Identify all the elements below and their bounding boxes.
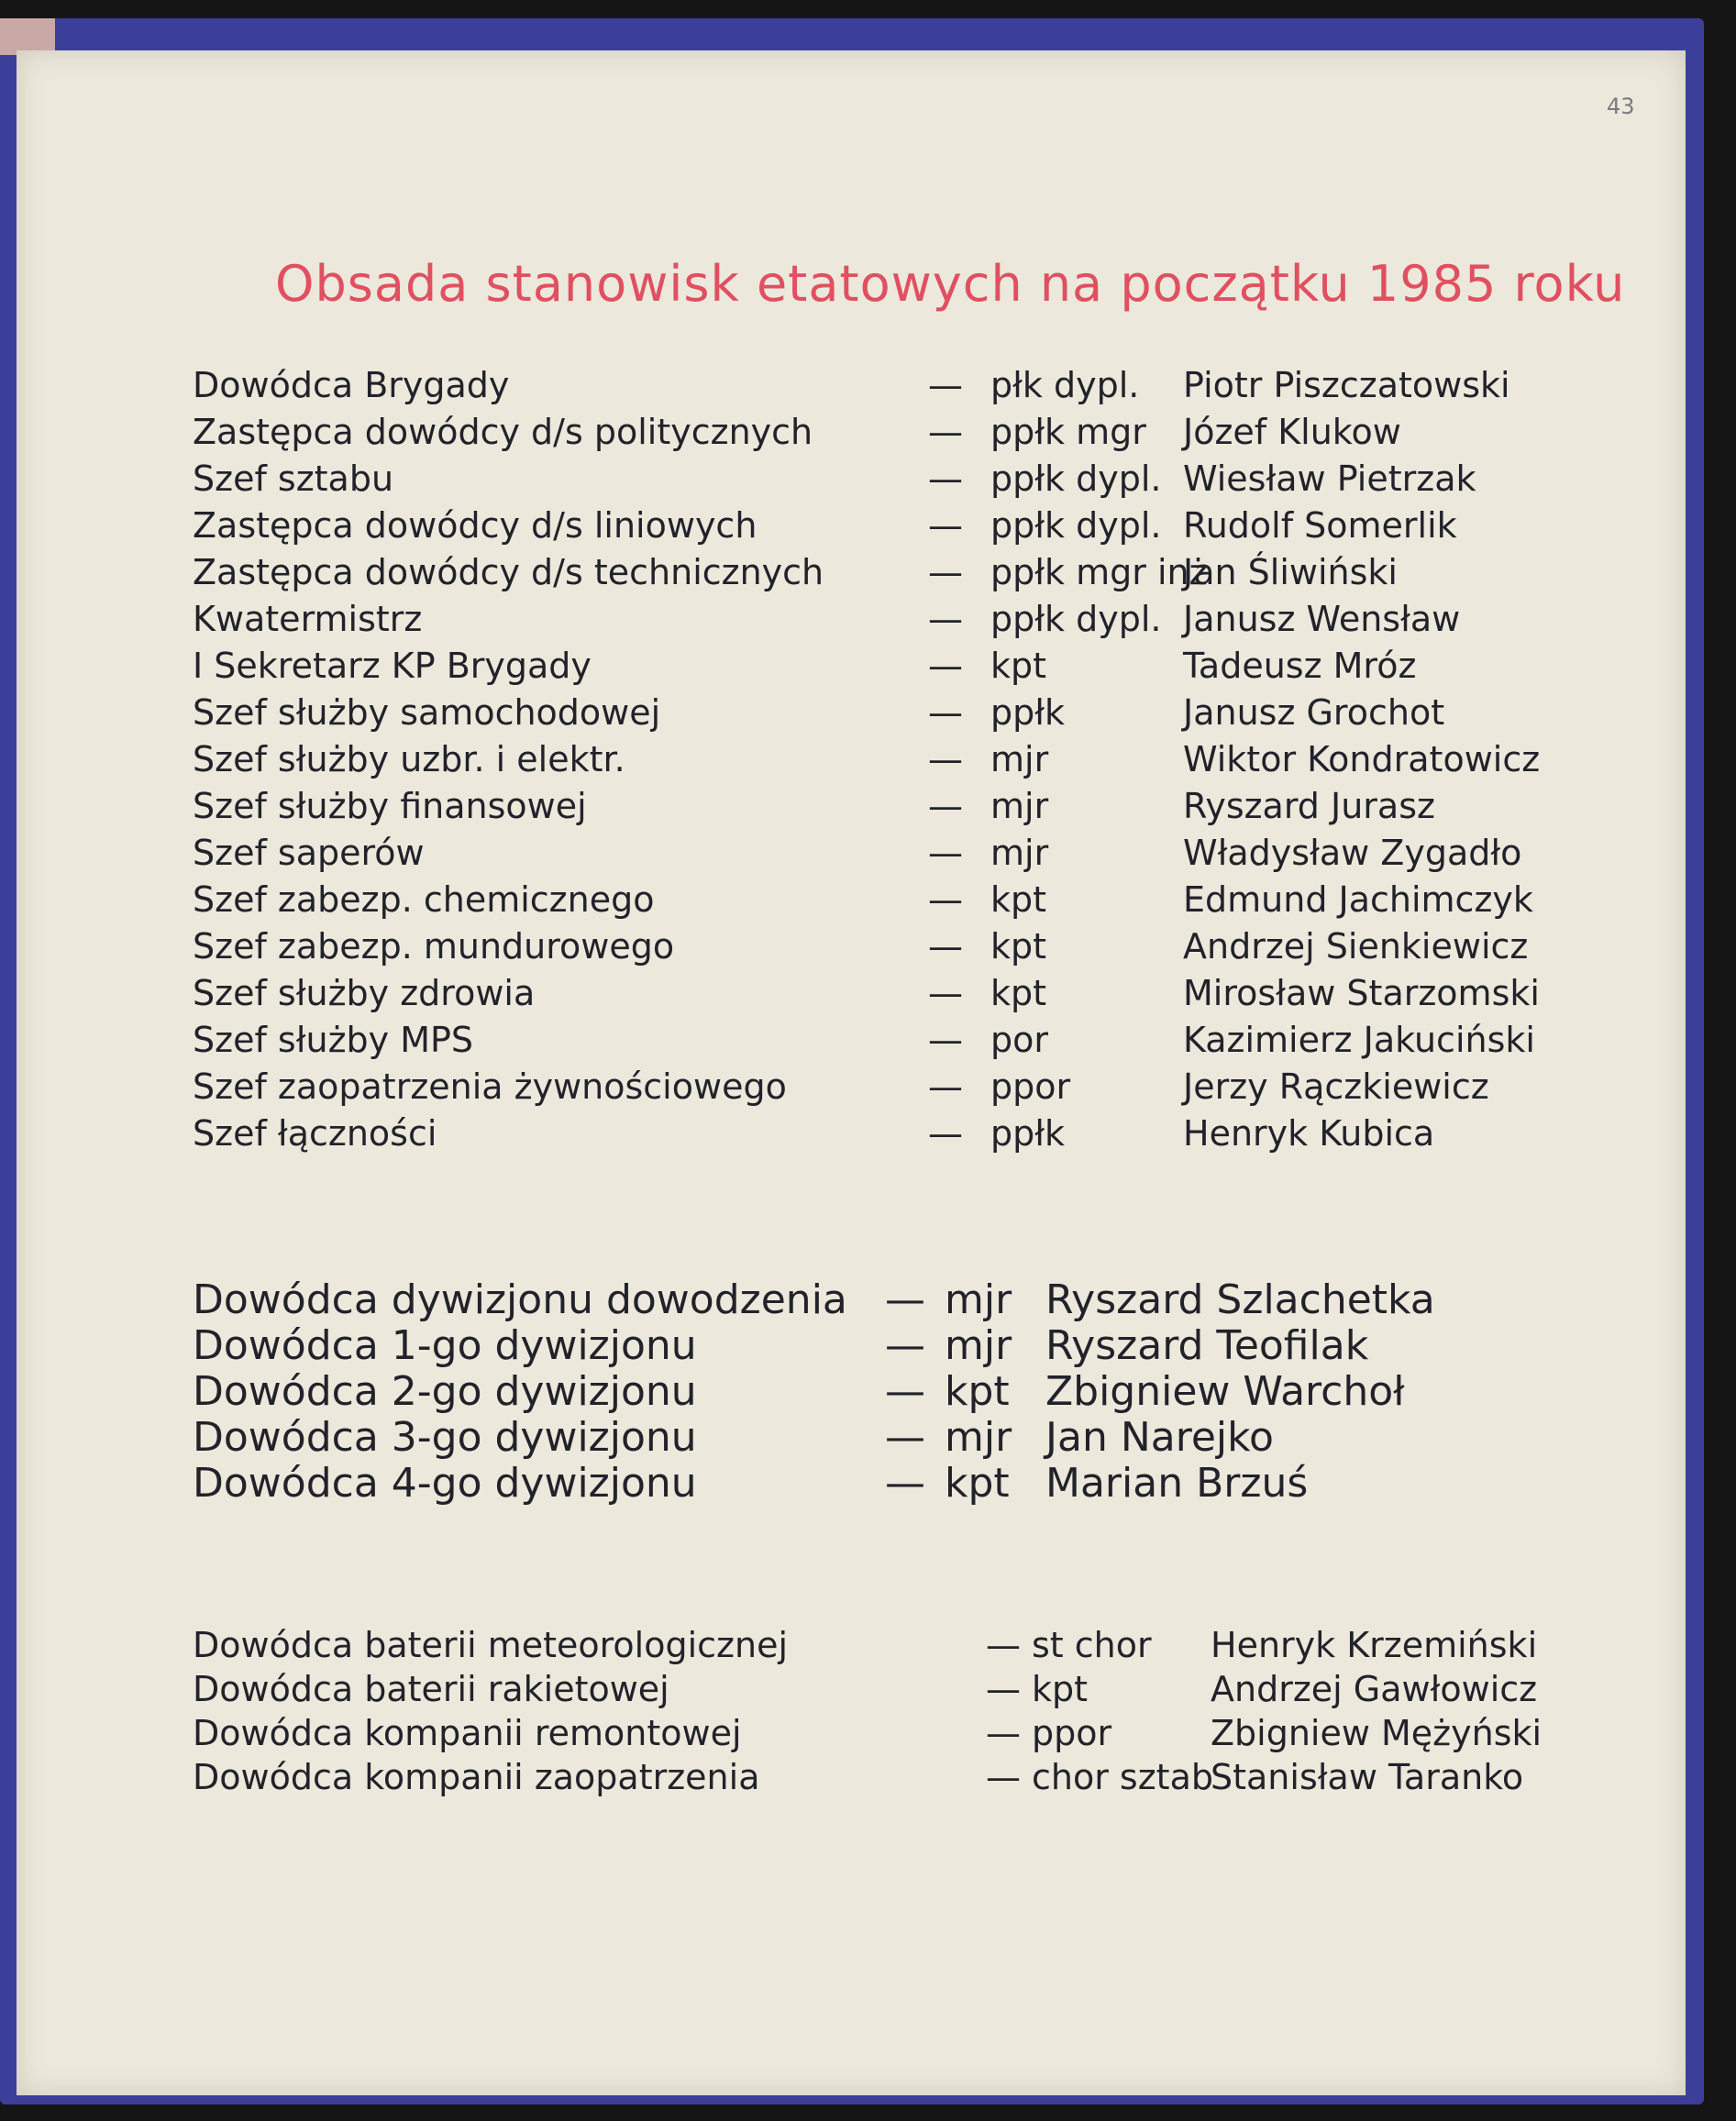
position-title: Dowódca 3-go dywizjonu [193, 1414, 697, 1461]
person-name: Henryk Krzemiński [1211, 1625, 1538, 1665]
position-title: Dowódca Brygady [193, 365, 510, 405]
person-name: Zbigniew Mężyński [1211, 1713, 1542, 1753]
position-title: Szef zabezp. chemicznego [193, 879, 655, 920]
person-name: Jan Śliwiński [1183, 552, 1398, 592]
military-rank: ppłk mgr [990, 412, 1146, 452]
dash-separator: — [928, 1020, 963, 1060]
person-name: Tadeusz Mróz [1183, 646, 1417, 686]
position-title: Szef zabezp. mundurowego [193, 926, 675, 967]
military-rank: st chor [1032, 1625, 1152, 1665]
position-title: Szef służby samochodowej [193, 692, 661, 733]
dash-separator: — [885, 1276, 925, 1323]
position-title: Dowódca 4-go dywizjonu [193, 1460, 697, 1507]
military-rank: kpt [990, 879, 1047, 920]
military-rank: mjr [990, 833, 1049, 873]
position-title: Szef służby zdrowia [193, 973, 536, 1013]
person-name: Ryszard Szlachetka [1045, 1276, 1435, 1323]
person-name: Piotr Piszczatowski [1183, 365, 1510, 405]
position-title: Szef służby MPS [193, 1020, 474, 1060]
military-rank: ppor [990, 1066, 1071, 1107]
position-title: Dowódca kompanii remontowej [193, 1713, 742, 1753]
military-rank: kpt [945, 1460, 1010, 1507]
dash-separator: — [928, 458, 963, 499]
position-title: Szef służby finansowej [193, 786, 587, 826]
position-title: Szef służby uzbr. i elektr. [193, 739, 625, 779]
position-title: Zastępca dowódcy d/s technicznych [193, 552, 824, 592]
dash-separator: — [928, 926, 963, 967]
position-title: Szef zaopatrzenia żywnościowego [193, 1066, 787, 1107]
person-name: Stanisław Taranko [1211, 1757, 1524, 1797]
position-title: Szef saperów [193, 833, 425, 873]
position-title: Dowódca dywizjonu dowodzenia [193, 1276, 847, 1323]
dash-separator: — [928, 505, 963, 546]
dash-separator: — [986, 1625, 1021, 1665]
military-rank: kpt [990, 646, 1047, 686]
military-rank: kpt [1032, 1669, 1089, 1709]
position-title: Dowódca baterii rakietowej [193, 1669, 669, 1709]
position-title: Szef łączności [193, 1113, 437, 1154]
military-rank: chor sztab [1032, 1757, 1213, 1797]
person-name: Andrzej Sienkiewicz [1183, 926, 1529, 967]
military-rank: kpt [990, 973, 1047, 1013]
position-title: Dowódca 2-go dywizjonu [193, 1368, 697, 1415]
person-name: Henryk Kubica [1183, 1113, 1435, 1154]
dash-separator: — [928, 365, 963, 405]
person-name: Edmund Jachimczyk [1183, 879, 1533, 920]
military-rank: mjr [945, 1414, 1012, 1461]
dash-separator: — [928, 552, 963, 592]
military-rank: ppłk dypl. [990, 599, 1162, 639]
dash-separator: — [928, 1066, 963, 1107]
dash-separator: — [928, 833, 963, 873]
military-rank: por [990, 1020, 1048, 1060]
military-rank: ppłk dypl. [990, 458, 1162, 499]
dash-separator: — [928, 973, 963, 1013]
person-name: Wiktor Kondratowicz [1183, 739, 1541, 779]
person-name: Jan Narejko [1045, 1414, 1274, 1461]
dash-separator: — [928, 692, 963, 733]
military-rank: mjr [945, 1276, 1012, 1323]
dash-separator: — [885, 1322, 925, 1369]
position-title: Dowódca kompanii zaopatrzenia [193, 1757, 760, 1797]
military-rank: mjr [990, 739, 1049, 779]
military-rank: mjr [945, 1322, 1012, 1369]
person-name: Marian Brzuś [1045, 1460, 1309, 1507]
military-rank: ppor [1032, 1713, 1112, 1753]
person-name: Ryszard Teofilak [1045, 1322, 1369, 1369]
person-name: Andrzej Gawłowicz [1211, 1669, 1538, 1709]
position-title: Zastępca dowódcy d/s liniowych [193, 505, 757, 546]
person-name: Wiesław Pietrzak [1183, 458, 1476, 499]
person-name: Jerzy Rączkiewicz [1183, 1066, 1489, 1107]
person-name: Janusz Grochot [1183, 692, 1445, 733]
person-name: Mirosław Starzomski [1183, 973, 1540, 1013]
military-rank: płk dypl. [990, 365, 1140, 405]
military-rank: mjr [990, 786, 1049, 826]
person-name: Janusz Wensław [1183, 599, 1461, 639]
military-rank: ppłk [990, 692, 1066, 733]
military-rank: kpt [990, 926, 1047, 967]
dash-separator: — [986, 1713, 1021, 1753]
dash-separator: — [928, 879, 963, 920]
dash-separator: — [928, 739, 963, 779]
dash-separator: — [928, 599, 963, 639]
position-title: I Sekretarz KP Brygady [193, 646, 592, 686]
person-name: Józef Klukow [1183, 412, 1401, 452]
dash-separator: — [928, 412, 963, 452]
dash-separator: — [885, 1414, 925, 1461]
dash-separator: — [986, 1669, 1021, 1709]
person-name: Władysław Zygadło [1183, 833, 1522, 873]
page-number: 43 [1607, 94, 1635, 119]
person-name: Zbigniew Warchoł [1045, 1368, 1405, 1415]
dash-separator: — [885, 1460, 925, 1507]
document-title: Obsada stanowisk etatowych na początku 1985 roku [275, 255, 1626, 313]
military-rank: ppłk [990, 1113, 1066, 1154]
position-title: Szef sztabu [193, 458, 394, 499]
person-name: Kazimierz Jakuciński [1183, 1020, 1535, 1060]
dash-separator: — [928, 786, 963, 826]
dash-separator: — [885, 1368, 925, 1415]
dash-separator: — [928, 646, 963, 686]
book-spine [0, 18, 55, 55]
position-title: Dowódca baterii meteorologicznej [193, 1625, 789, 1665]
position-title: Kwatermistrz [193, 599, 423, 639]
dash-separator: — [928, 1113, 963, 1154]
dash-separator: — [986, 1757, 1021, 1797]
military-rank: kpt [945, 1368, 1010, 1415]
person-name: Rudolf Somerlik [1183, 505, 1457, 546]
position-title: Dowódca 1-go dywizjonu [193, 1322, 697, 1369]
military-rank: ppłk dypl. [990, 505, 1162, 546]
person-name: Ryszard Jurasz [1183, 786, 1435, 826]
military-rank: ppłk mgr inż [990, 552, 1208, 592]
position-title: Zastępca dowódcy d/s politycznych [193, 412, 813, 452]
